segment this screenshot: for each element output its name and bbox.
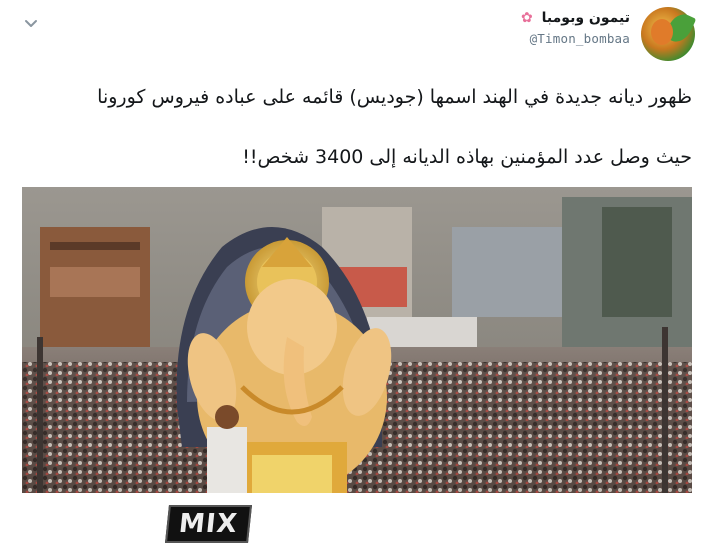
user-handle[interactable]: @Timon_bombaa — [529, 31, 630, 46]
watermark-logo: MIX — [165, 505, 252, 543]
festival-photo — [22, 187, 692, 493]
cherry-blossom-icon: ✿ — [521, 10, 533, 26]
tweet-text-line-2: حيث وصل عدد المؤمنين بهاذه الديانه إلى 3400 شخص!! — [242, 146, 692, 168]
chevron-down-icon[interactable] — [20, 12, 42, 34]
user-info[interactable] — [521, 10, 630, 46]
tweet-text-line-1: ظهور ديانه جديدة في الهند اسمها (جوديس) قائمه على عباده فيروس كورونا — [97, 86, 692, 108]
display-name[interactable]: تيمون وبومبا ✿ — [521, 10, 630, 26]
avatar[interactable] — [641, 7, 695, 61]
tweet-media-image[interactable] — [22, 187, 692, 539]
